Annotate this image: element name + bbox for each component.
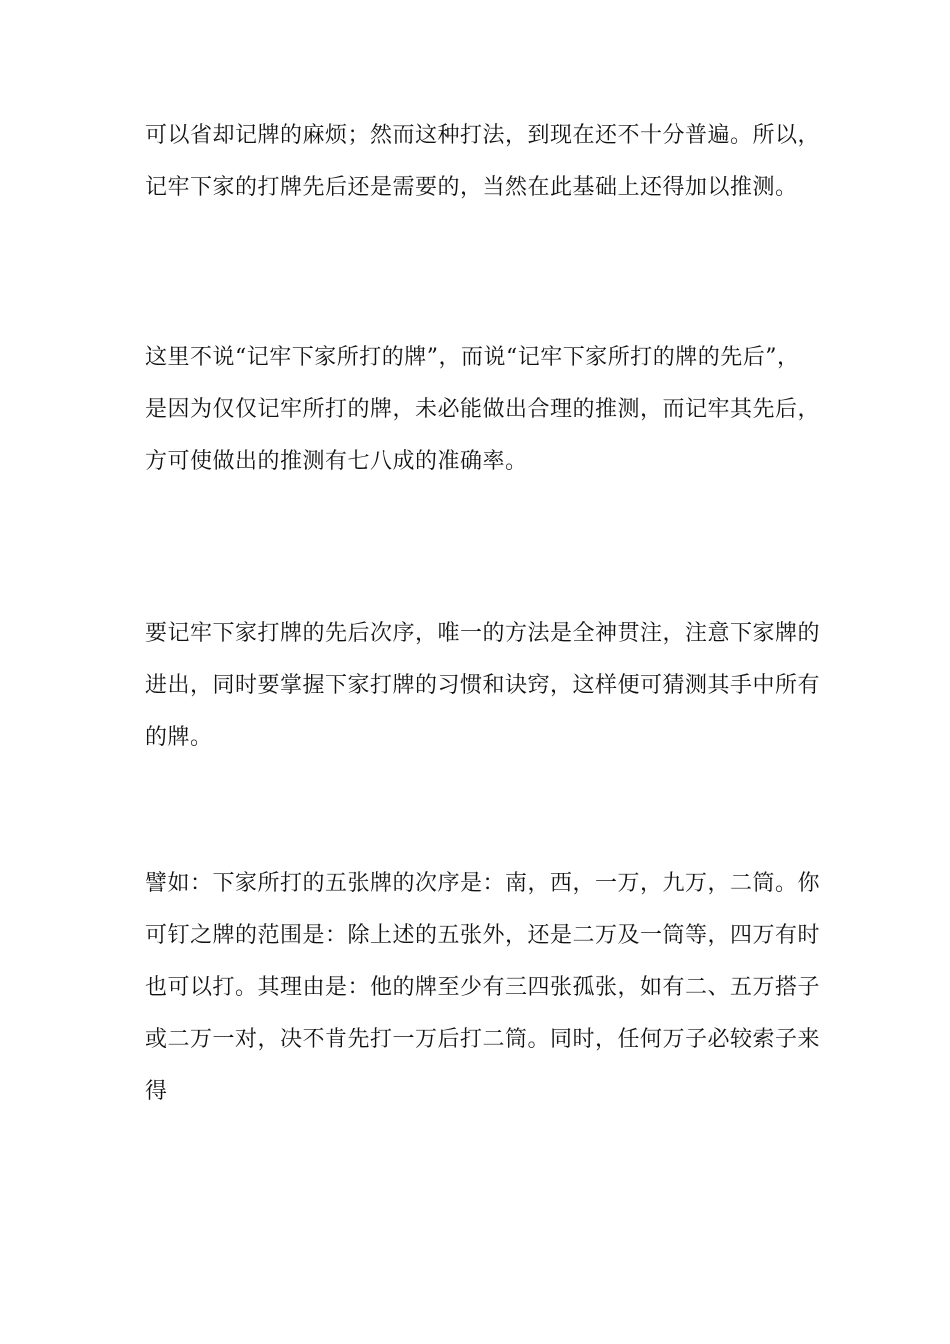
text-line: 进出，同时要掌握下家打牌的习惯和诀窍，这样便可猜测其手中所有 bbox=[145, 673, 821, 698]
text-line: 方可使做出的推测有七八成的准确率。 bbox=[145, 449, 528, 474]
text-line: 要记牢下家打牌的先后次序，唯一的方法是全神贯注，注意下家牌的 bbox=[145, 621, 821, 646]
text-line: 可钉之牌的范围是：除上述的五张外，还是二万及一筒等，四万有时 bbox=[145, 923, 821, 948]
text-line: 可以省却记牌的麻烦；然而这种打法，到现在还不十分普遍。所以， bbox=[145, 123, 821, 148]
paragraph-4 bbox=[145, 858, 821, 1118]
paragraph-1 bbox=[145, 110, 821, 214]
text-line: 记牢下家的打牌先后还是需要的，当然在此基础上还得加以推测。 bbox=[145, 175, 798, 200]
text-line: 得 bbox=[145, 1079, 168, 1104]
text-line: 也可以打。其理由是：他的牌至少有三四张孤张，如有二、五万搭子 bbox=[145, 975, 821, 1000]
paragraph-2 bbox=[145, 332, 821, 488]
text-line: 譬如：下家所打的五张牌的次序是：南，西，一万，九万，二筒。你 bbox=[145, 871, 821, 896]
text-line: 的牌。 bbox=[145, 725, 213, 750]
text-line: 这里不说“记牢下家所打的牌”，而说“记牢下家所打的牌的先后”， bbox=[145, 345, 800, 370]
text-line: 是因为仅仅记牢所打的牌，未必能做出合理的推测，而记牢其先后， bbox=[145, 397, 821, 422]
paragraph-3 bbox=[145, 608, 821, 764]
text-line: 或二万一对，决不肯先打一万后打二筒。同时，任何万子必较索子来 bbox=[145, 1027, 821, 1052]
